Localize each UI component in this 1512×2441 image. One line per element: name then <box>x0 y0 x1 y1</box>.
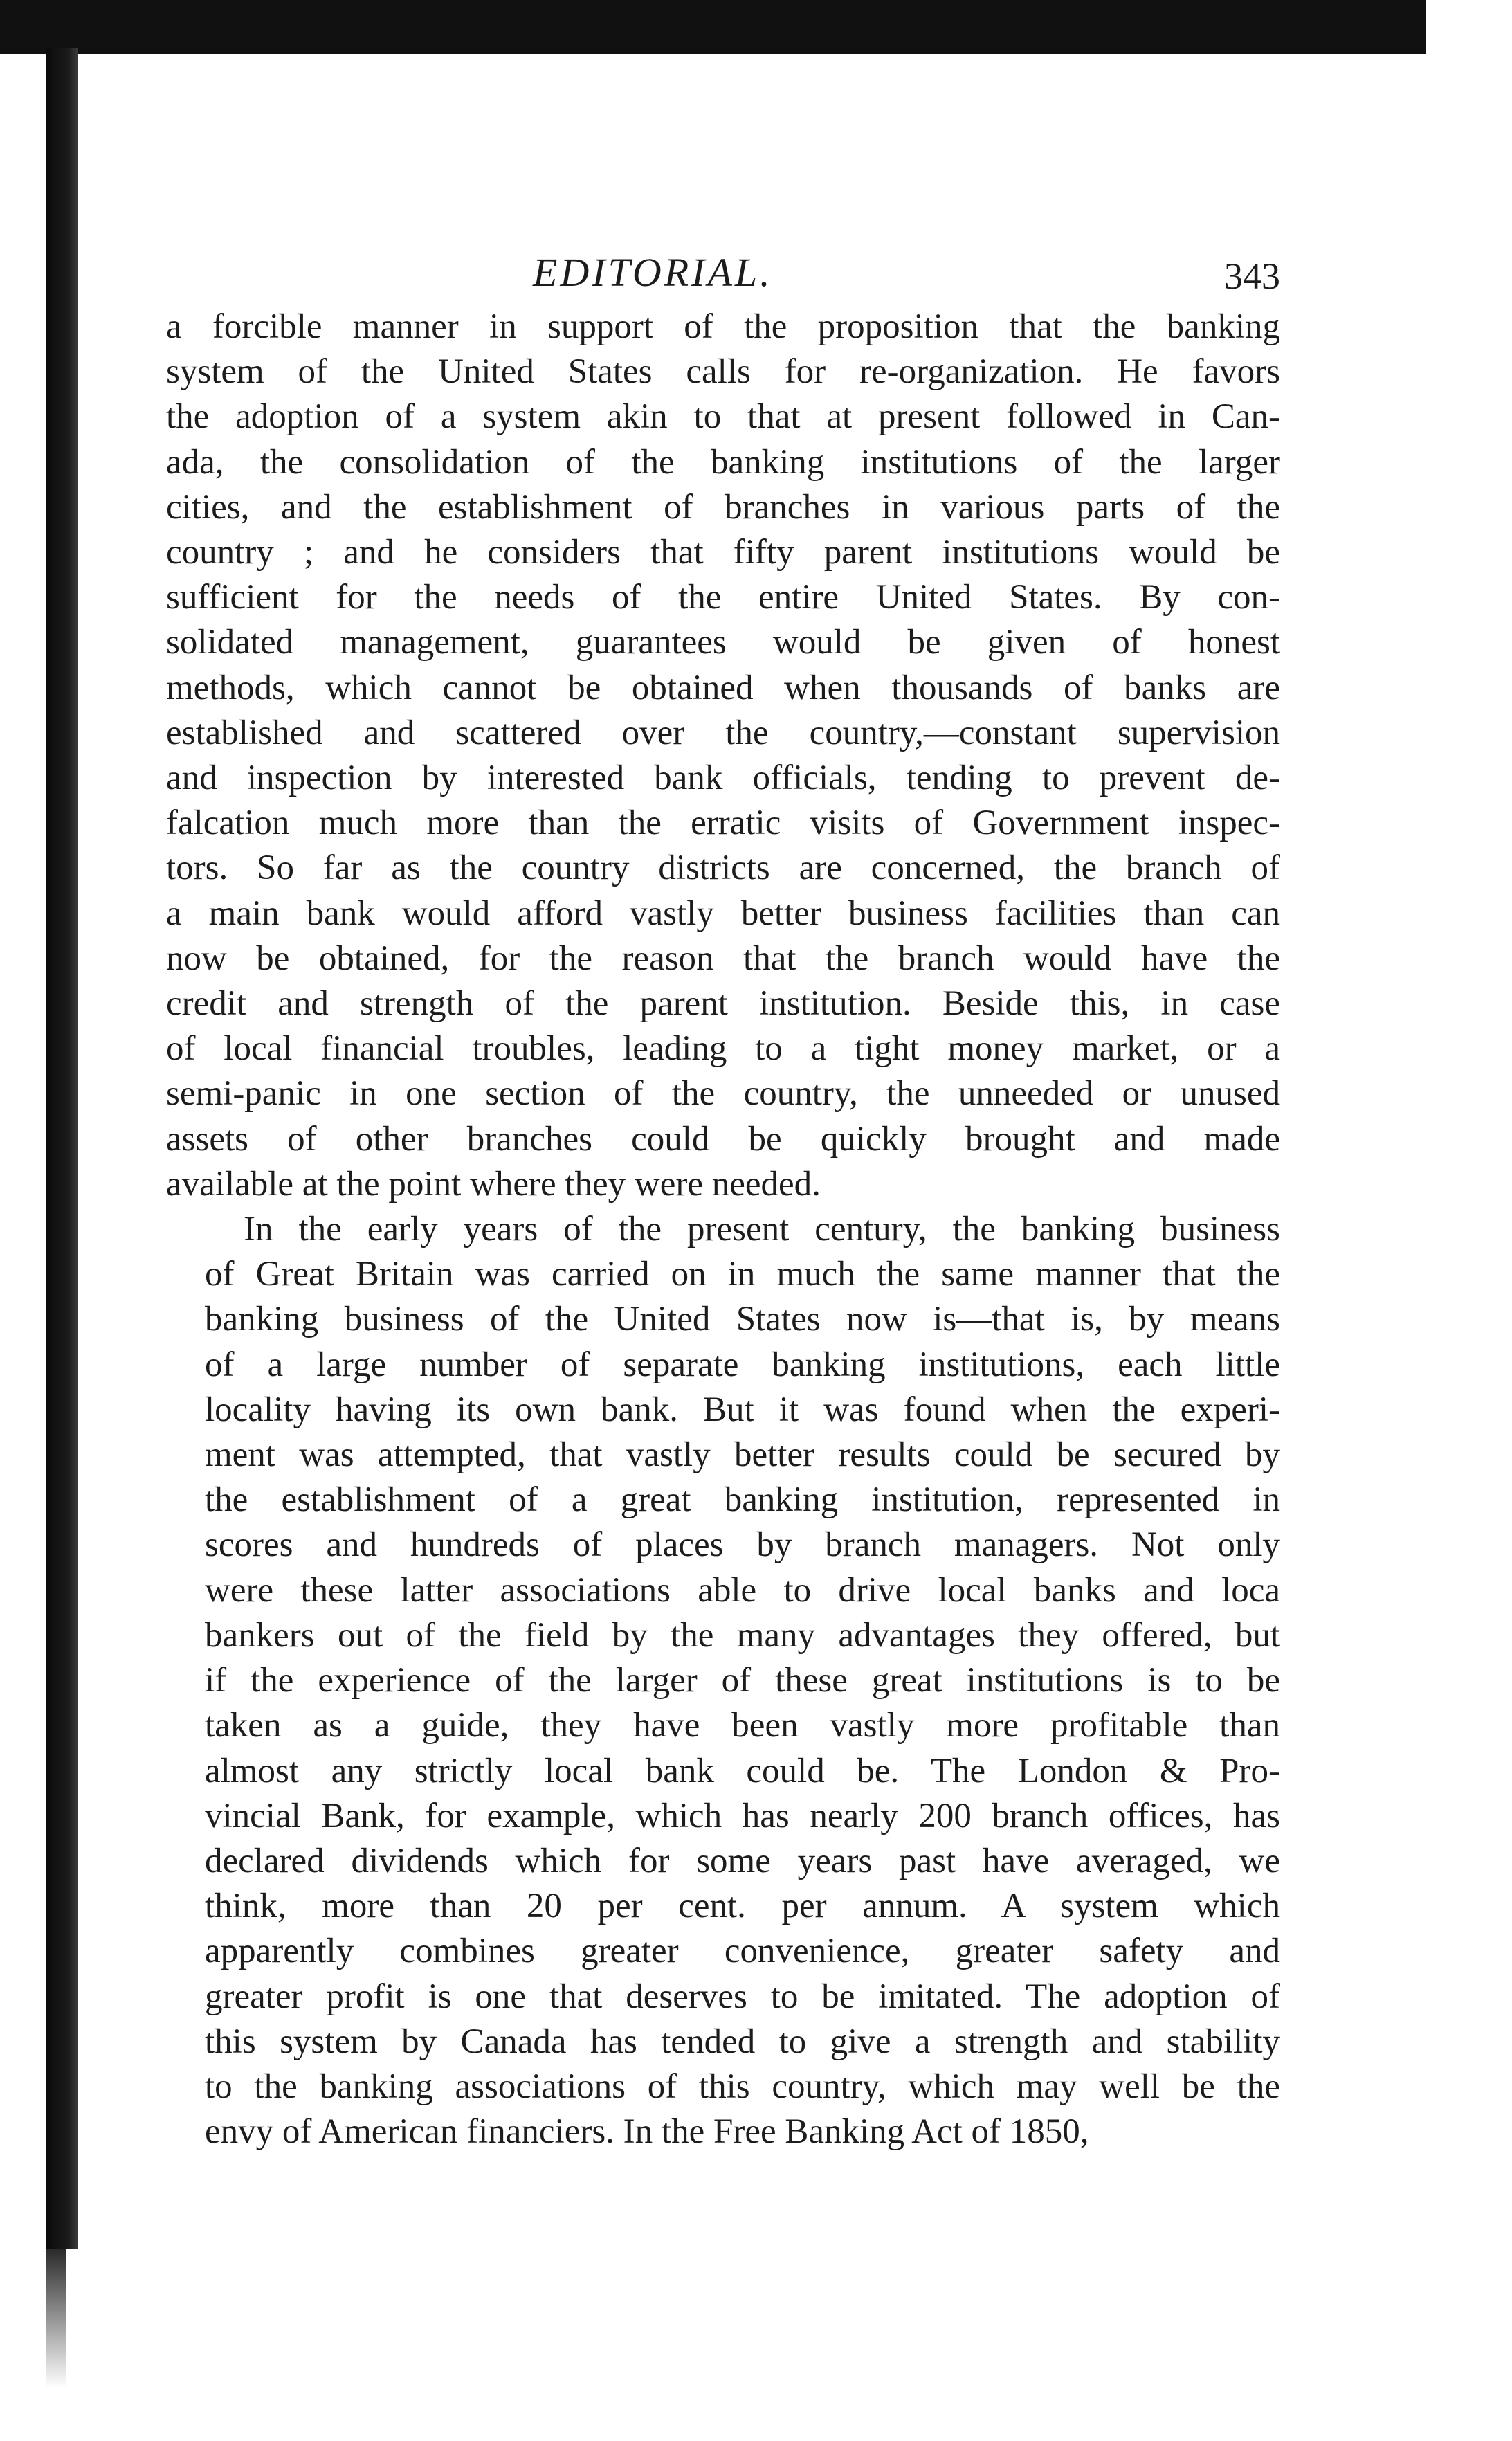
text-line: greater profit is one that deserves to be imitated. The adoption of <box>205 1977 1280 2016</box>
text-line: available at the point where they were needed. <box>166 1164 821 1204</box>
text-line: this system by Canada has tended to give a strength and stability <box>205 2022 1280 2061</box>
text-line: assets of other branches could be quickly brought and made <box>166 1119 1280 1159</box>
running-title: EDITORIAL. <box>533 250 773 295</box>
text-line: falcation much more than the erratic visits of Government inspec- <box>166 804 1280 843</box>
text-line: apparently combines greater convenience, greater safety and <box>205 1932 1280 1971</box>
text-line: established and scattered over the country,—constant supervision <box>166 713 1280 752</box>
running-head <box>166 249 1280 305</box>
text-line: cities, and the establishment of branches in various parts of the <box>166 487 1280 527</box>
scan-border-top <box>0 0 1426 54</box>
scan-border-left-fade <box>46 2249 66 2388</box>
text-line: ment was attempted, that vastly better results could be secured by <box>205 1435 1280 1475</box>
text-line: locality having its own bank. But it was found when the experi- <box>205 1390 1280 1429</box>
text-line: a forcible manner in support of the proposition that the banking <box>166 307 1280 346</box>
text-line: the adoption of a system akin to that at present followed in Can- <box>166 397 1280 437</box>
text-line: of a large number of separate banking institutions, each little <box>205 1345 1280 1384</box>
text-line: sufficient for the needs of the entire United States. By con- <box>166 578 1280 617</box>
text-line: methods, which cannot be obtained when thousands of banks are <box>166 668 1280 707</box>
text-line: to the banking associations of this country, which may well be the <box>205 2067 1280 2106</box>
book-page <box>166 249 1280 2154</box>
text-line: tors. So far as the country districts are concerned, the branch of <box>166 849 1280 888</box>
text-line: of Great Britain was carried on in much the same manner that the <box>205 1255 1280 1294</box>
body-text <box>166 305 1280 2154</box>
text-line: now be obtained, for the reason that the branch would have the <box>166 938 1280 978</box>
text-line: credit and strength of the parent institution. Beside this, in case <box>166 984 1280 1024</box>
text-line: envy of American financiers. In the Free Banking Act of 1850, <box>205 2112 1089 2152</box>
text-line: a main bank would afford vastly better business facilities than can <box>166 893 1280 933</box>
text-line: of local financial troubles, leading to a tight money market, or a <box>166 1029 1280 1069</box>
text-line: taken as a guide, they have been vastly more profitable than <box>205 1706 1280 1745</box>
text-line: solidated management, guarantees would be given of honest <box>166 623 1280 662</box>
text-line: think, more than 20 per cent. per annum. A system which <box>205 1887 1280 1926</box>
text-line: semi-panic in one section of the country, the unneeded or unused <box>166 1074 1280 1114</box>
paragraph <box>166 1207 1280 2154</box>
text-line: were these latter associations able to drive local banks and loca <box>205 1570 1280 1610</box>
scan-border-left <box>46 48 78 2249</box>
text-line: vincial Bank, for example, which has nearly 200 branch offices, has <box>205 1796 1280 1835</box>
text-line: country ; and he considers that fifty parent institutions would be <box>166 533 1280 572</box>
scan-border-top-edge <box>90 54 1426 61</box>
text-line: the establishment of a great banking institution, represented in <box>205 1480 1280 1520</box>
text-line: scores and hundreds of places by branch managers. Not only <box>205 1525 1280 1565</box>
text-line: almost any strictly local bank could be. The London & Pro- <box>205 1751 1280 1790</box>
text-line: ada, the consolidation of the banking institutions of the larger <box>166 442 1280 482</box>
text-line: bankers out of the field by the many advantages they offered, but <box>205 1615 1280 1655</box>
page-number: 343 <box>1224 255 1280 297</box>
text-line: declared dividends which for some years past have averaged, we <box>205 1841 1280 1880</box>
text-line: if the experience of the larger of these great institutions is to be <box>205 1661 1280 1700</box>
text-line: and inspection by interested bank officials, tending to prevent de- <box>166 759 1280 798</box>
paragraph <box>166 305 1280 1207</box>
text-line: banking business of the United States now is—that is, by means <box>205 1300 1280 1339</box>
text-line: In the early years of the present century, the banking business <box>244 1210 1280 1249</box>
text-line: system of the United States calls for re-organization. He favors <box>166 352 1280 392</box>
